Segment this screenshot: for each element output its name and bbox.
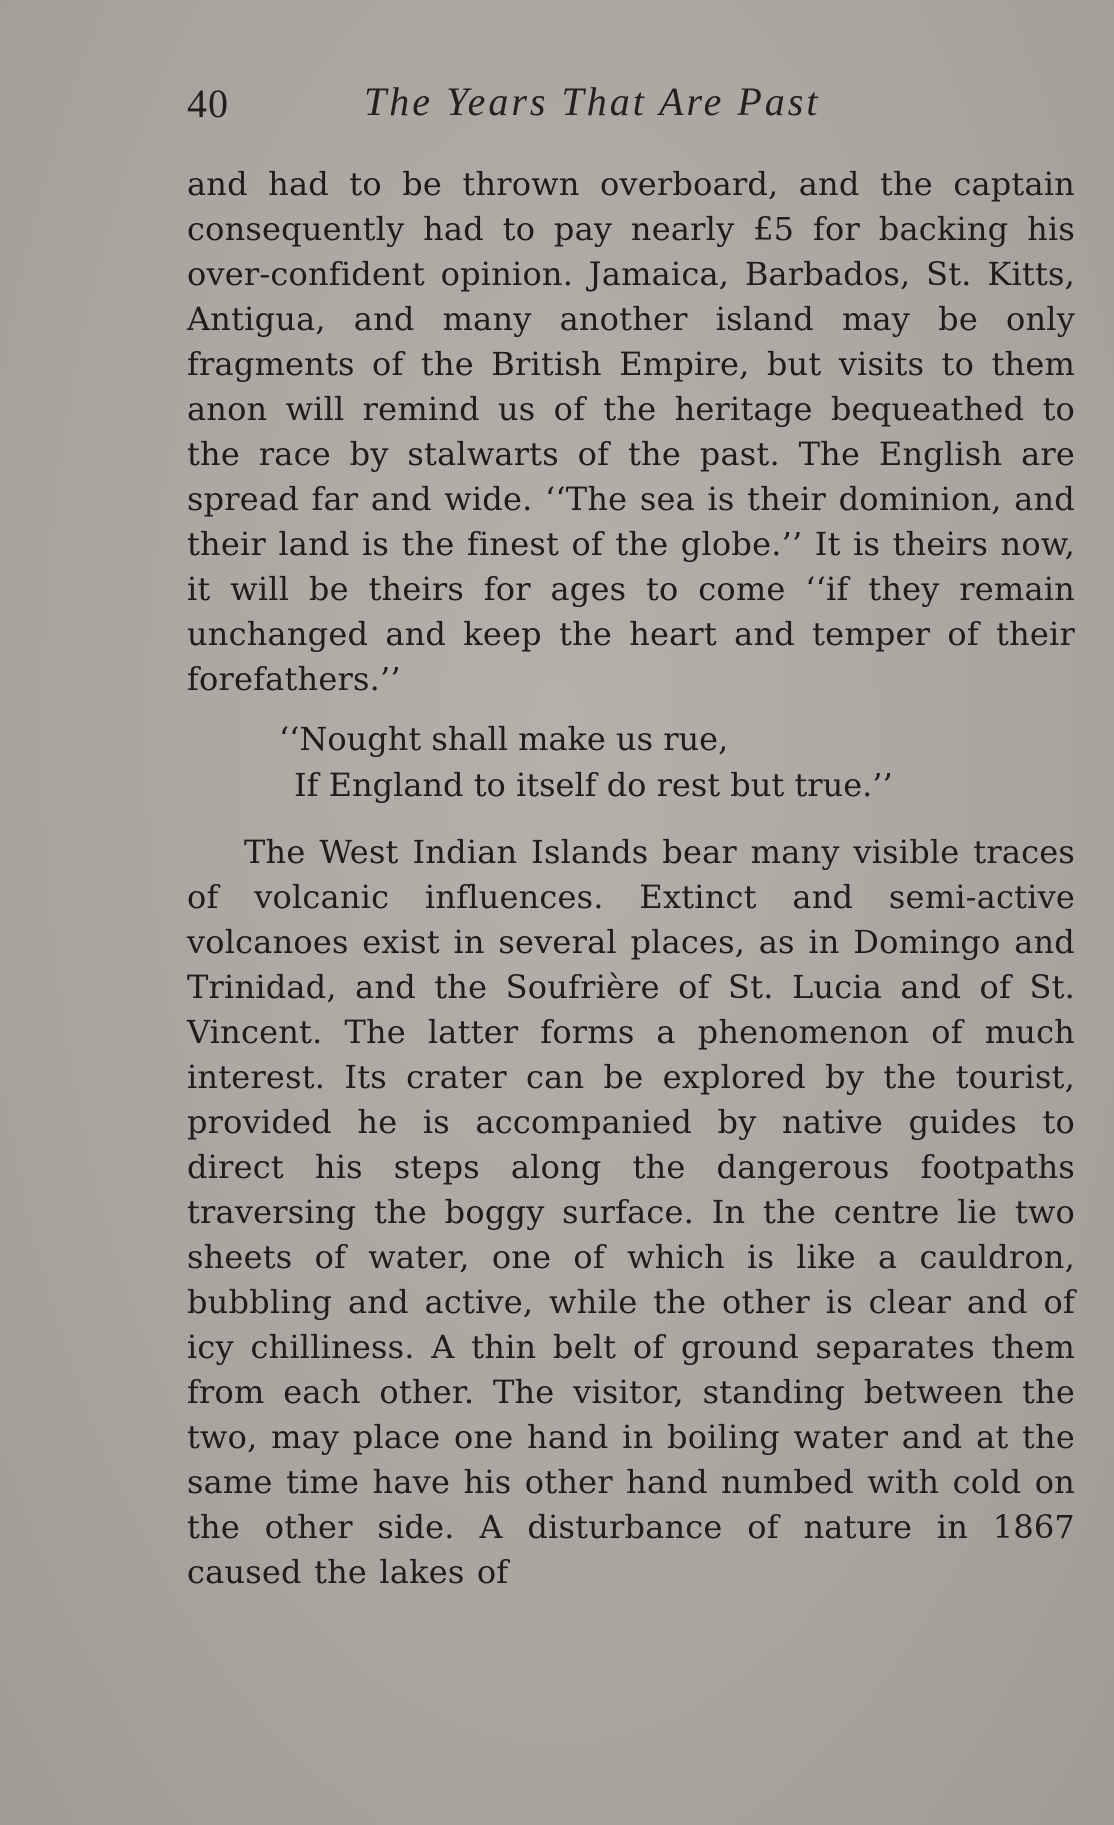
body-text bbox=[187, 162, 1075, 1595]
running-head bbox=[187, 70, 1075, 130]
verse-quote bbox=[187, 716, 1075, 808]
running-title: The Years That Are Past bbox=[364, 79, 821, 124]
book-page bbox=[187, 70, 1075, 1595]
paragraph-volcanic: The West Indian Islands bear many visible traces of volcanic influences. Extinct and semi-active volcanoes exist in several places, as in Domingo and Trinidad, and the Soufrière of St. Lucia and of St. Vincent. The latter forms a phenomenon of much interest. Its crater can be explored by the tourist, provided he is accompanied by native guides to direct his steps along the dangerous footpaths traversing the boggy surface. In the centre lie two sheets of water, one of which is like a cauldron, bubbling and active, while the other is clear and of icy chilliness. A thin belt of ground separates them from each other. The visitor, standing between the two, may place one hand in boiling water and at the same time have his other hand numbed with cold on the other side. A disturbance of nature in 1867 caused the lakes of bbox=[187, 833, 1075, 1591]
paragraph-continuation: and had to be thrown overboard, and the captain consequently had to pay nearly £5 for backing his over-confident opinion. Jamaica, Barbados, St. Kitts, Antigua, and many another island may be only fragments of the British Empire, but visits to them anon will remind us of the heritage bequeathed to the race by stalwarts of the past. The English are spread far and wide. ‘‘The sea is their dominion, and their land is the finest of the globe.’’ It is theirs now, it will be theirs for ages to come ‘‘if they remain unchanged and keep the heart and temper of their forefathers.’’ bbox=[187, 165, 1075, 698]
page-number: 40 bbox=[187, 81, 229, 126]
verse-line: ‘‘Nought shall make us rue, bbox=[279, 720, 729, 758]
verse-line: If England to itself do rest but true.’’ bbox=[294, 766, 893, 804]
